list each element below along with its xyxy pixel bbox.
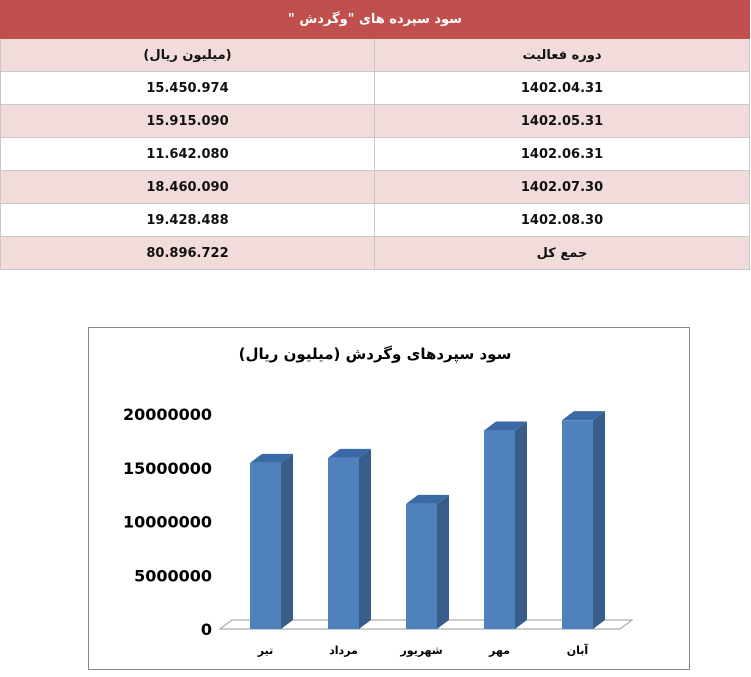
table-header-row — [1, 39, 750, 72]
period-cell: 1402.06.31 — [375, 138, 750, 171]
x-tick-label: مهر — [489, 644, 510, 657]
x-tick-label: مرداد — [329, 644, 358, 657]
bar-side — [281, 454, 293, 629]
header-amount: (میلیون ریال) — [1, 39, 375, 72]
bar-chart — [88, 327, 690, 670]
y-tick-label: 10000000 — [122, 512, 212, 532]
profit-table — [0, 0, 750, 270]
x-axis — [257, 643, 589, 657]
amount-cell: 15.450.974 — [1, 72, 375, 105]
x-tick-label: آبان — [566, 644, 589, 657]
bar — [484, 422, 527, 629]
y-axis — [123, 405, 212, 639]
table-title-row — [1, 1, 750, 39]
bar-front — [250, 463, 281, 629]
x-tick-label: شهریور — [400, 644, 443, 657]
bar-side — [359, 449, 371, 629]
period-cell: 1402.08.30 — [375, 204, 750, 237]
bar-side — [515, 422, 527, 629]
bar — [250, 454, 293, 629]
bar-side — [593, 411, 605, 629]
chart-title: سود سپردهای وگردش (میلیون ریال) — [238, 345, 512, 363]
period-cell: 1402.05.31 — [375, 105, 750, 138]
table-row — [1, 138, 750, 171]
table-row — [1, 72, 750, 105]
amount-cell: 19.428.488 — [1, 204, 375, 237]
total-amount: 80.896.722 — [1, 237, 375, 270]
amount-cell: 11.642.080 — [1, 138, 375, 171]
bar-front — [328, 458, 359, 629]
bar-front — [406, 504, 437, 629]
y-tick-label: 0 — [200, 620, 212, 639]
table-row — [1, 204, 750, 237]
table-row — [1, 105, 750, 138]
bar — [328, 449, 371, 629]
y-tick-label: 15000000 — [122, 458, 212, 478]
bar — [562, 411, 605, 629]
bar-front — [484, 431, 515, 629]
table-row — [1, 171, 750, 204]
table-title: سود سپرده های "وگردش " — [1, 1, 750, 39]
period-cell: 1402.04.31 — [375, 72, 750, 105]
amount-cell: 18.460.090 — [1, 171, 375, 204]
header-period: دوره فعالیت — [375, 39, 750, 72]
bars — [250, 411, 605, 629]
y-tick-label: 5000000 — [134, 566, 212, 586]
x-tick-label: تیر — [257, 644, 274, 657]
total-label: جمع کل — [375, 237, 750, 270]
period-cell: 1402.07.30 — [375, 171, 750, 204]
table-total-row — [1, 237, 750, 270]
bar-front — [562, 420, 593, 629]
bar — [406, 495, 449, 629]
amount-cell: 15.915.090 — [1, 105, 375, 138]
y-tick-label: 20000000 — [122, 405, 212, 424]
bar-side — [437, 495, 449, 629]
